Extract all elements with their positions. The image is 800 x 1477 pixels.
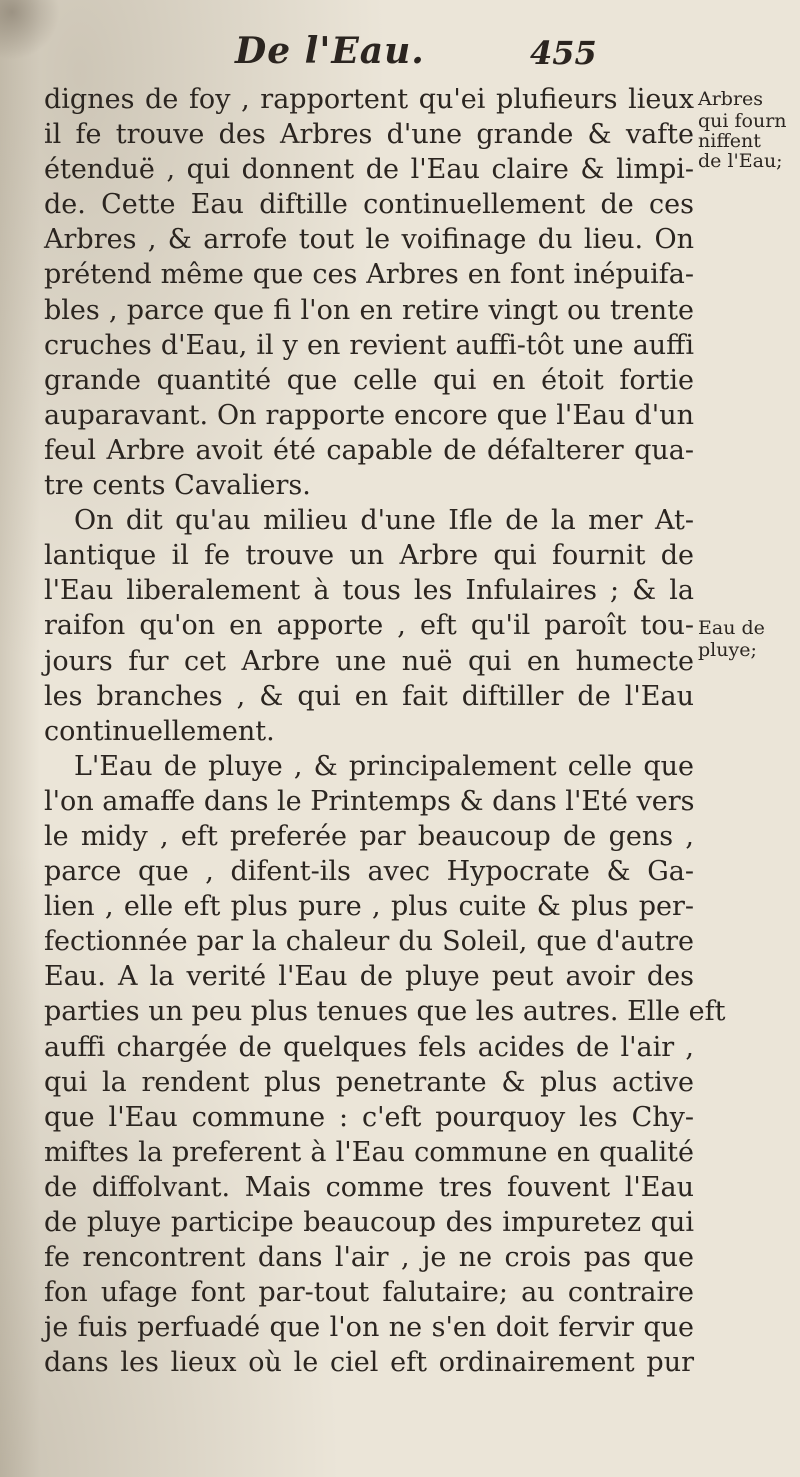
text-line: bles , parce que fi l'on en retire vingt ou trente — [44, 294, 694, 326]
text-line: l'Eau liberalement à tous les Infulaires ; & la — [44, 575, 694, 607]
running-title: De l'Eau. — [235, 30, 425, 72]
margin-note-rainwater: Eau de — [698, 617, 765, 639]
page-corner-stain — [0, 0, 60, 60]
text-line: je fuis perfuadé que l'on ne s'en doit fervir que — [44, 1312, 694, 1344]
text-line: auparavant. On rapporte encore que l'Eau d'un — [44, 399, 694, 431]
text-line: L'Eau de pluye , & principalement celle que — [74, 750, 694, 782]
text-line: fe rencontrent dans l'air , je ne crois pas que — [44, 1242, 694, 1274]
margin-note-trees: qui fourn — [698, 110, 787, 132]
text-line: il fe trouve des Arbres d'une grande & vafte — [44, 119, 694, 151]
page-number: 455 — [530, 34, 597, 72]
body-text — [44, 82, 726, 1380]
text-line: feul Arbre avoit été capable de défalterer qua- — [44, 434, 694, 466]
text-line: de. Cette Eau diftille continuellement de ces — [44, 189, 694, 221]
text-line: que l'Eau commune : c'eft pourquoy les Chy- — [44, 1101, 694, 1133]
text-line: Eau. A la verité l'Eau de pluye peut avoir des — [44, 961, 694, 993]
text-line: cruches d'Eau, il y en revient auffi-tôt une auffi — [44, 329, 694, 361]
text-line: prétend même que ces Arbres en font inépuifa- — [44, 259, 694, 291]
text-line: étenduë , qui donnent de l'Eau claire & limpi- — [44, 154, 694, 186]
text-line: fon ufage font par-tout falutaire; au contraire — [44, 1277, 694, 1309]
page-header — [60, 30, 720, 80]
text-line: auffi chargée de quelques fels acides de l'air , — [44, 1031, 694, 1063]
text-line: jours fur cet Arbre une nuë qui en humecte — [44, 645, 694, 677]
text-line: tre cents Cavaliers. — [44, 470, 311, 502]
text-line: de pluye participe beaucoup des impuretez qui — [44, 1207, 694, 1238]
text-line: l'on amaffe dans le Printemps & dans l'Eté vers — [44, 785, 695, 817]
text-line: miftes la preferent à l'Eau commune en qualité — [44, 1136, 694, 1168]
text-line: parce que , difent-ils avec Hypocrate & Ga- — [44, 856, 694, 888]
text-line: raifon qu'on en apporte , eft qu'il paroît tou- — [44, 610, 694, 642]
text-line: continuellement. — [44, 715, 275, 747]
margin-note-rainwater: pluye; — [698, 639, 757, 661]
margin-note-trees: Arbres — [698, 88, 764, 110]
text-line: fectionnée par la chaleur du Soleil, que d'autre — [44, 926, 694, 958]
text-line: les branches , & qui en fait diftiller de l'Eau — [44, 680, 694, 712]
margin-note-trees: niffent — [698, 130, 761, 152]
margin-note-trees: de l'Eau; — [698, 150, 783, 172]
text-line: lantique il fe trouve un Arbre qui fournit de — [44, 540, 694, 572]
text-line: lien , elle eft plus pure , plus cuite & plus per- — [44, 891, 694, 923]
text-line: de diffolvant. Mais comme tres fouvent l'Eau — [44, 1171, 694, 1203]
text-line: On dit qu'au milieu d'une Ifle de la mer At- — [74, 505, 694, 537]
text-line: dignes de foy , rapportent qu'ei plufieurs lieux — [44, 84, 694, 115]
text-line: grande quantité que celle qui en étoit fortie — [44, 364, 694, 396]
text-line: Arbres , & arrofe tout le voifinage du lieu. On — [44, 224, 694, 256]
text-line: parties un peu plus tenues que les autres. Elle eft — [44, 996, 726, 1028]
text-line: dans les lieux où le ciel eft ordinairement pur — [44, 1347, 694, 1379]
text-line: le midy , eft preferée par beaucoup de gens , — [44, 820, 694, 852]
text-line: qui la rendent plus penetrante & plus active — [44, 1066, 694, 1098]
